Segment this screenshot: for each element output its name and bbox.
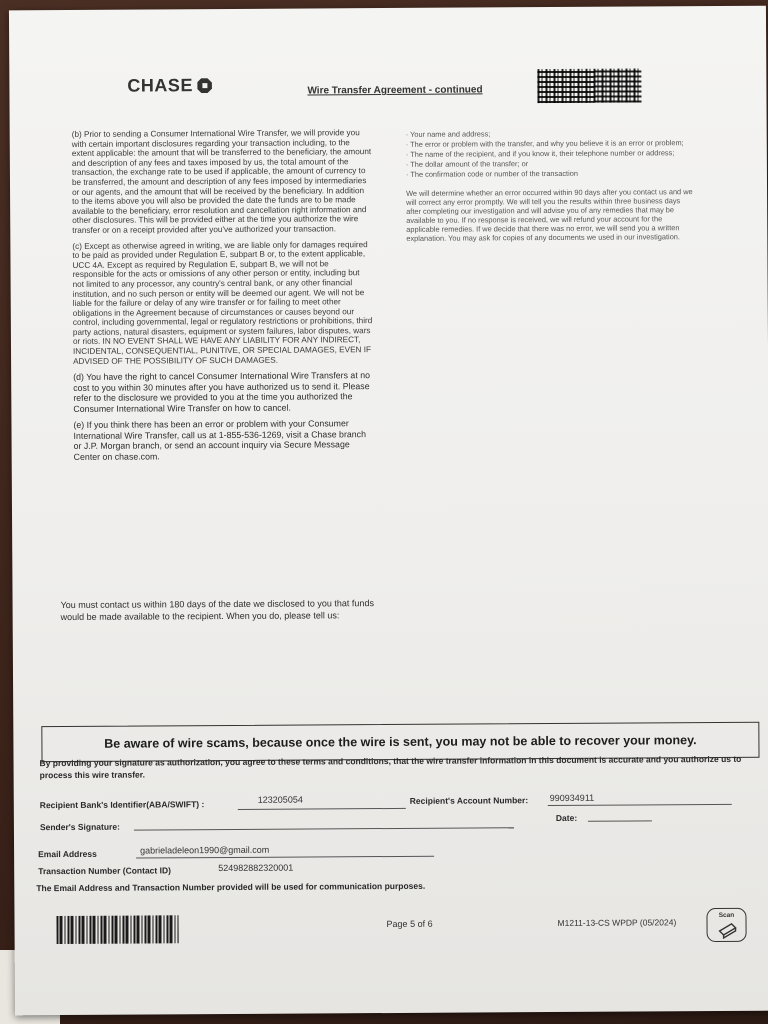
investigation-paragraph: We will determine whether an error occurred within 90 days after you contact us and we will correct any error promptly. We will tell you the results within three business days after completing our investigation and will advise you of any remedies that may be available to you. If no response is received, we will refund your account for the applicable remedies. If we decide that there was no error, we will send you a written explanation. You may ask for copies of any documents we used in our investigation. <box>406 187 693 243</box>
document-title: Wire Transfer Agreement - continued <box>307 84 483 97</box>
scan-icon <box>718 921 738 939</box>
warning-text: Be aware of wire scams, because once the wire is sent, you may not be able to recover your money. <box>104 733 697 751</box>
account-number-value[interactable]: 990934911 <box>549 792 595 804</box>
transaction-number-label: Transaction Number (Contact ID) <box>38 865 171 877</box>
page-number: Page 5 of 6 <box>386 918 433 930</box>
document-page <box>9 6 768 1016</box>
account-number-line <box>548 804 732 806</box>
transaction-number-value[interactable]: 524982882320001 <box>218 862 294 874</box>
qr-barcode-top <box>537 68 641 103</box>
paragraph-b: (b) Prior to sending a Consumer International Wire Transfer, we will provide you with certain important disclosures regarding your transaction including, to the extent applicable: the amount that will be transferred to the beneficiary, the amount and description of any fees and taxes imposed by us, the total amount of the transaction, the exchange rate to be used if applicable, the amount of currency to be transferred, the amount and description of any fees imposed by intermediaries or our agents, and the amount that will be received by the beneficiary. In addition to the items above you will also be provided the date the funds are to be made available to the beneficiary, error resolution and cancellation right information and other disclosures. This will be provided either at the time you authorize the wire transfer or on a receipt provided after you've authorized your transaction. <box>71 128 372 235</box>
email-value[interactable]: gabrieladeleon1990@gmail.com <box>140 844 270 856</box>
barcode-bottom <box>56 915 178 944</box>
left-column <box>72 128 374 468</box>
date-label: Date: <box>555 812 578 823</box>
chase-logo-text: CHASE <box>127 75 193 96</box>
paragraph-c: (c) Except as otherwise agreed in writing, we are liable only for damages required to be paid as provided under Regulation E, subpart B or, to the extent applicable, UCC 4A. Except as required by Regulation E, subpart B, we will not be responsible for the acts or omissions of any other person or entity, including but not limited to any processor, any country's central bank, or any other financial institution, and no such person or entity will be deemed our agent. We will not be liable for the failure or delay of any wire transfer or for failing to meet other obligations in the Agreement because of circumstances or causes beyond our control, including governmental, legal or regulatory restrictions or prohibitions, third party actions, natural disasters, equipment or system failures, labor disputes, wars or riots. IN NO EVENT SHALL WE HAVE ANY LIABILITY FOR ANY INDIRECT, INCIDENTAL, CONSEQUENTIAL, PUNITIVE, OR SPECIAL DAMAGES, EVEN IF ADVISED OF THE POSSIBILITY OF SUCH DAMAGES. <box>72 239 373 366</box>
bank-id-value[interactable]: 123205054 <box>257 794 303 805</box>
bullet-item: · The dollar amount of the transfer; or <box>405 159 529 169</box>
email-line <box>136 856 434 859</box>
paragraph-e: (e) If you think there has been an error or problem with your Consumer International Wire Transfer, call us at 1-855-536-1269, visit a Chase branch or J.P. Morgan branch, or send an account inquiry via Secure Message Center on chase.com. <box>73 418 366 462</box>
email-label: Email Address <box>38 848 97 860</box>
bullet-item: · The confirmation code or number of the transaction <box>405 168 578 179</box>
chase-octagon-icon <box>197 78 212 93</box>
signature-label: Sender's Signature: <box>39 821 120 833</box>
account-number-label: Recipient's Account Number: <box>409 795 529 806</box>
bullet-item: · The error or problem with the transfer, and why you believe it is an error or problem; <box>405 138 684 149</box>
bank-id-label: Recipient Bank's Identifier(ABA/SWIFT) : <box>39 799 205 811</box>
date-line[interactable] <box>588 820 652 821</box>
right-column <box>406 128 697 244</box>
bullet-item: · The name of the recipient, and if you know it, their telephone number or address; <box>405 148 675 159</box>
signature-line[interactable] <box>134 827 514 830</box>
bullet-item: · Your name and address; <box>405 129 491 139</box>
communication-note: The Email Address and Transaction Number provided will be used for communication purposes. <box>36 880 426 894</box>
contact-paragraph: You must contact us within 180 days of the date we disclosed to you that funds would be made available to the recipient. When you do, please tell us: <box>60 598 374 622</box>
form-code: M1211-13-CS WPDP (05/2024) <box>557 917 677 928</box>
chase-logo <box>127 75 212 97</box>
agreement-text: By providing your signature as authorization, you agree to these terms and conditions, that the wire transfer information in this document is accurate and you authorize us to process this wire transfer. <box>39 753 742 781</box>
bank-id-line <box>238 808 406 810</box>
paragraph-d: (d) You have the right to cancel Consumer International Wire Transfers at no cost to you within 30 minutes after you have authorized us to send it. Please refer to the disclosure we provided to you at the time you authorized the Consumer International Wire Transfer on how to cancel. <box>73 370 371 414</box>
scan-label: Scan <box>718 911 735 920</box>
scan-button[interactable] <box>706 908 746 942</box>
